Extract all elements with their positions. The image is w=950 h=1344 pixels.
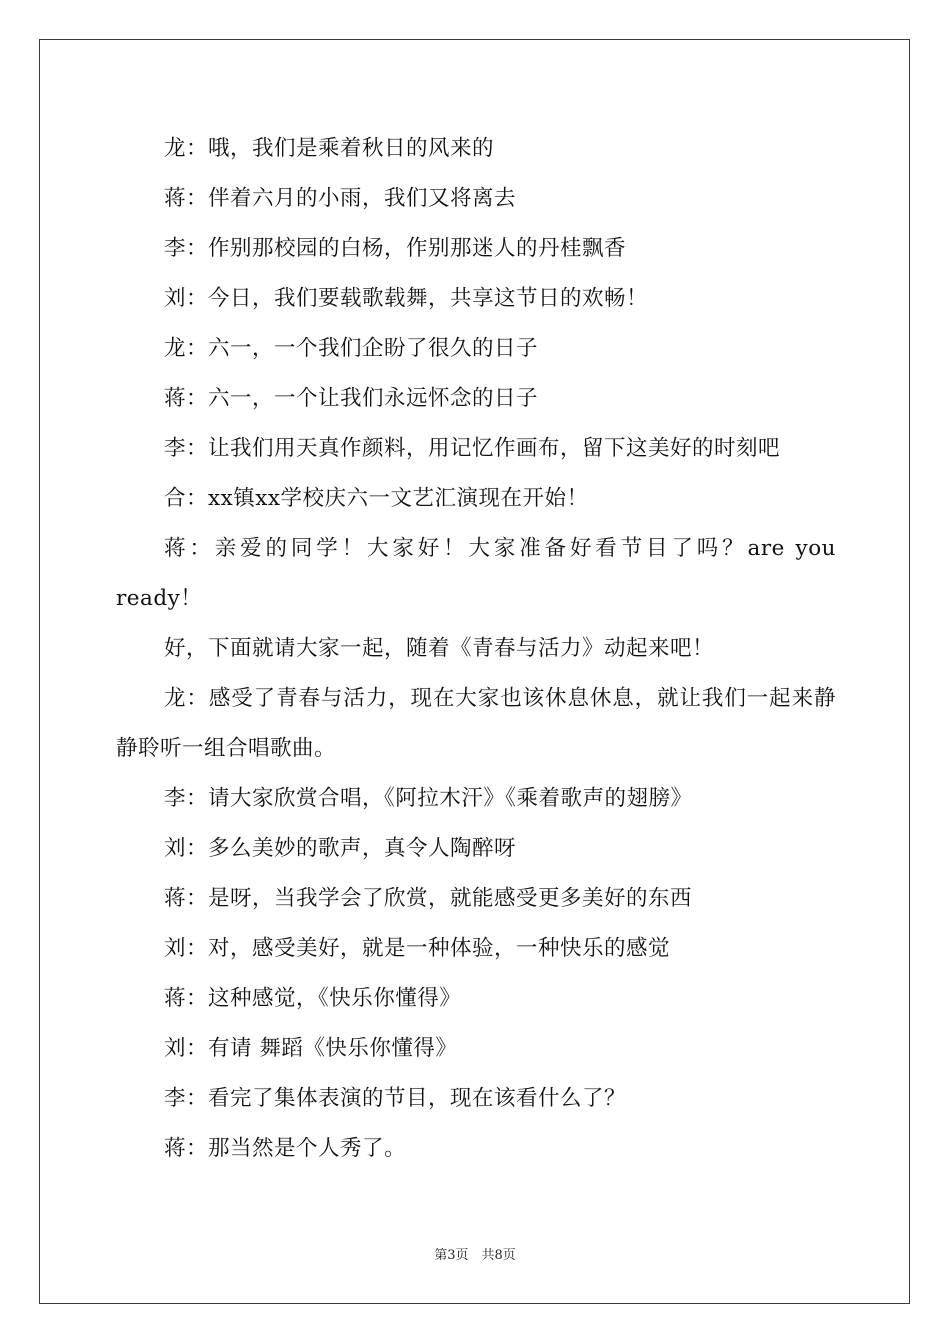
dialogue-line: 龙：哦，我们是乘着秋日的风来的 <box>164 136 495 161</box>
dialogue-line: 蒋：伴着六月的小雨，我们又将离去 <box>164 186 517 211</box>
dialogue-line: 刘：有请 舞蹈《快乐你懂得》 <box>164 1036 458 1061</box>
dialogue-line: 刘：多么美妙的歌声，真令人陶醉呀 <box>164 836 517 861</box>
dialogue-line: 李：让我们用天真作颜料，用记忆作画布，留下这美好的时刻吧 <box>164 436 781 461</box>
dialogue-line: 刘：今日，我们要载歌载舞，共享这节日的欢畅！ <box>164 286 649 311</box>
dialogue-line: 蒋：这种感觉，《快乐你懂得》 <box>164 986 462 1011</box>
dialogue-line: 李：作别那校园的白杨，作别那迷人的丹桂飘香 <box>164 236 627 261</box>
dialogue-line: 蒋：那当然是个人秀了。 <box>164 1136 407 1161</box>
dialogue-line: 龙：感受了青春与活力，现在大家也该休息休息，就让我们一起来静静聆听一组合唱歌曲。 <box>116 686 836 761</box>
page-number-footer: 第3页 共8页 <box>434 1248 516 1263</box>
dialogue-line: 李：请大家欣赏合唱，《阿拉木汗》《乘着歌声的翅膀》 <box>164 786 693 811</box>
dialogue-line: 龙：六一，一个我们企盼了很久的日子 <box>164 336 539 361</box>
dialogue-line: 蒋：是呀，当我学会了欣赏，就能感受更多美好的东西 <box>164 886 693 911</box>
dialogue-line: 蒋：六一，一个让我们永远怀念的日子 <box>164 386 539 411</box>
dialogue-line: 李：看完了集体表演的节目，现在该看什么了？ <box>164 1086 627 1111</box>
dialogue-line: 合：xx镇xx学校庆六一文艺汇演现在开始！ <box>164 486 589 511</box>
dialogue-line: 好，下面就请大家一起，随着《青春与活力》动起来吧！ <box>164 636 715 661</box>
dialogue-line: 蒋：亲爱的同学！大家好！大家准备好看节目了吗？are you ready！ <box>116 536 836 611</box>
document-body <box>116 124 836 1174</box>
dialogue-line: 刘：对，感受美好，就是一种体验，一种快乐的感觉 <box>164 936 671 961</box>
